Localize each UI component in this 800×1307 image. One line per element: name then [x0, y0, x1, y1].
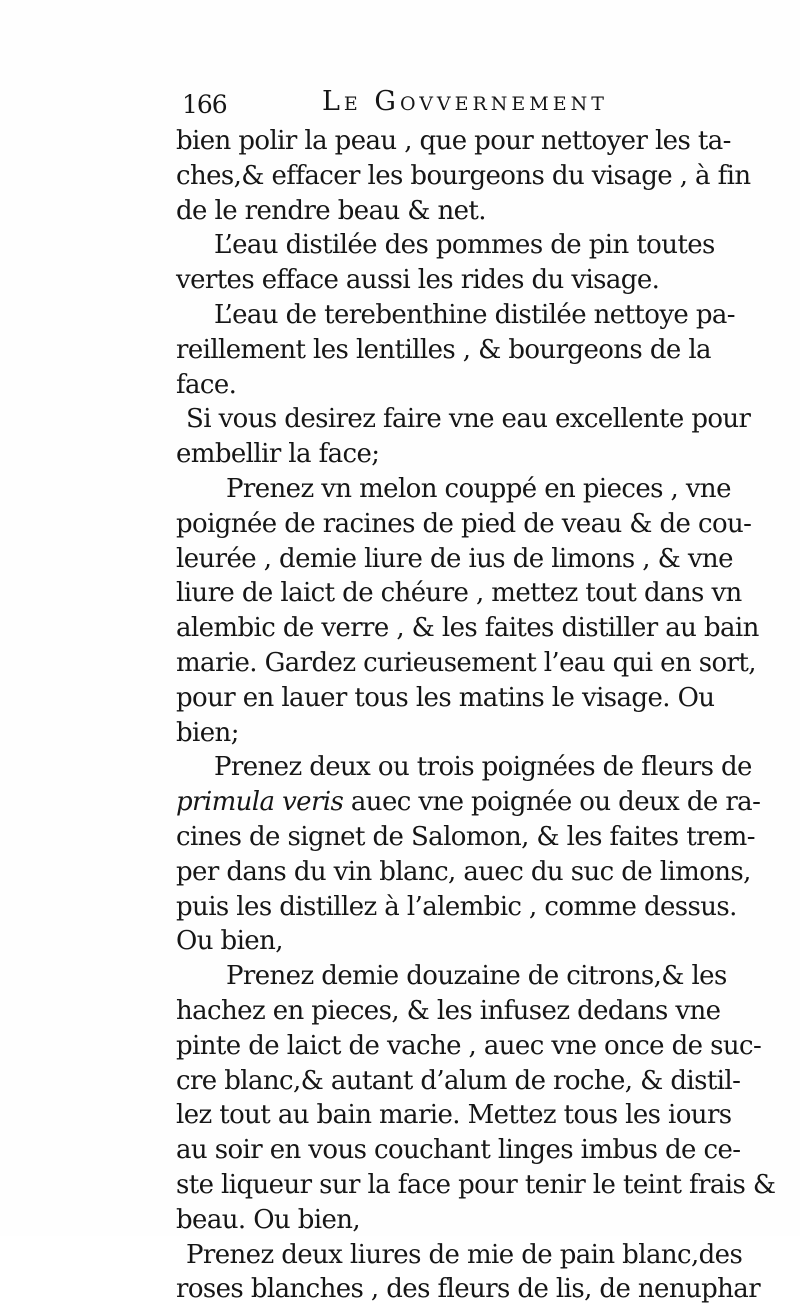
- text-line: bien;: [176, 717, 239, 748]
- italic-phrase: primula veris: [176, 787, 344, 818]
- text-line: liure de laict de chéure , mettez tout dans vn: [176, 578, 742, 609]
- text-line: leurée , demie liure de ius de limons , & vne: [176, 543, 733, 574]
- text-line: poignée de racines de pied de veau & de cou-: [176, 508, 752, 539]
- text-line: Prenez demie douzaine de citrons,& les: [226, 961, 727, 992]
- text-line-rest: auec vne poignée ou deux de ra-: [350, 787, 761, 818]
- text-line: embellir la face;: [176, 439, 380, 470]
- text-line: hachez en pieces, & les infusez dedans vne: [176, 995, 721, 1026]
- text-line: marie. Gardez curieusement l’eau qui en sort,: [176, 647, 756, 678]
- text-line: Prenez vn melon couppé en pieces , vne: [226, 473, 731, 504]
- text-line: alembic de verre , & les faites distiller au bain: [176, 613, 759, 644]
- text-line: lez tout au bain marie. Mettez tous les iours: [176, 1100, 732, 1131]
- text-line: pour en lauer tous les matins le visage. Ou: [176, 682, 715, 713]
- text-line: puis les distillez à l’alembic , comme dessus.: [176, 891, 737, 922]
- text-line: roses blanches , des fleurs de lis, de nenuphar: [176, 1274, 761, 1305]
- text-line: Prenez deux liures de mie de pain blanc,des: [186, 1239, 743, 1270]
- text-line: Prenez deux ou trois poignées de fleurs de: [214, 752, 752, 783]
- text-line: pinte de laict de vache , auec vne once de suc-: [176, 1030, 762, 1061]
- text-line: [176, 785, 761, 820]
- text-line: vertes efface aussi les rides du visage.: [176, 265, 660, 296]
- text-line: cines de signet de Salomon, & les faites trem-: [176, 821, 755, 852]
- text-line: ste liqueur sur la face pour tenir le teint frais &: [176, 1169, 776, 1200]
- text-line: face.: [176, 369, 237, 400]
- text-line: cre blanc,& autant d’alum de roche, & distil-: [176, 1065, 741, 1096]
- text-line: L’eau de terebenthine distilée nettoye pa-: [214, 299, 735, 330]
- page-header: [182, 86, 652, 126]
- text-line: Si vous desirez faire vne eau excellente pour: [186, 404, 751, 435]
- body-text: [176, 124, 776, 1307]
- text-line: Ou bien,: [176, 926, 283, 957]
- page-number: 166: [182, 90, 227, 119]
- text-line: au soir en vous couchant linges imbus de ce-: [176, 1135, 741, 1166]
- text-line: ches,& effacer les bourgeons du visage , à fin: [176, 160, 751, 191]
- text-line: reillement les lentilles , & bourgeons de la: [176, 334, 711, 365]
- text-line: beau. Ou bien,: [176, 1204, 361, 1235]
- text-line: L’eau distilée des pommes de pin toutes: [214, 230, 715, 261]
- text-line: de le rendre beau & net.: [176, 195, 486, 226]
- text-line: bien polir la peau , que pour nettoyer les ta-: [176, 126, 731, 156]
- text-line: per dans du vin blanc, auec du suc de limons,: [176, 856, 751, 887]
- running-head: Le Govvernement: [322, 86, 608, 117]
